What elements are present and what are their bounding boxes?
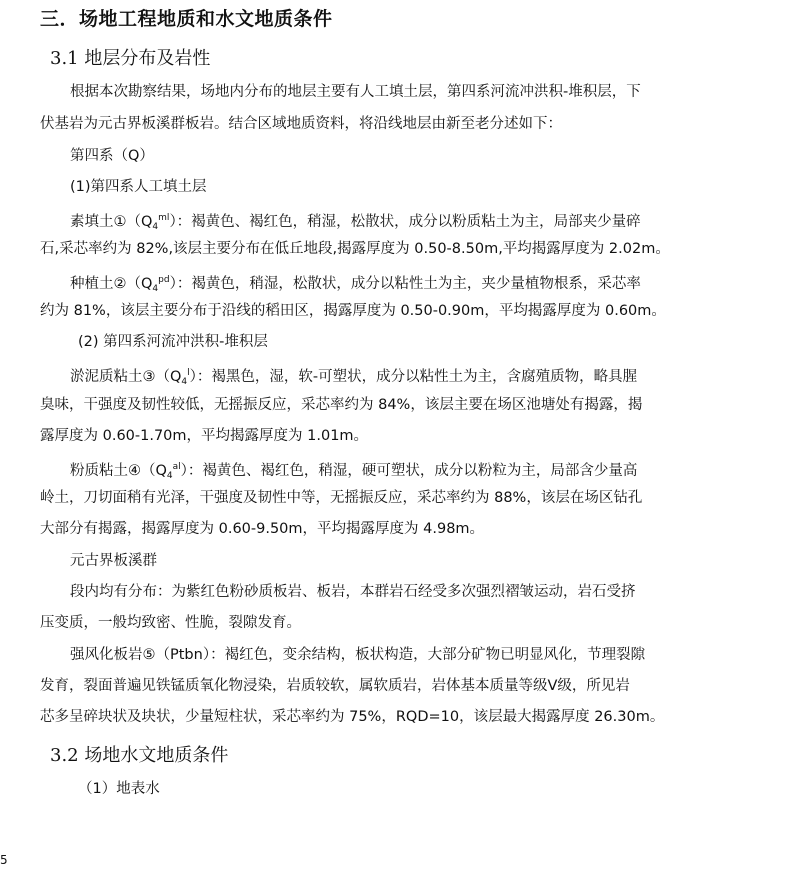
- layer4-line: 粉质粘土$④(Q_4^{al})$：褐黄色、褐红色，稍湿，硬可塑状，成分以粉粒为主，局部含少量高: [70, 462, 638, 481]
- paragraph-line: 根据本次勘察结果，场地内分布的地层主要有人工填土层，第四系河流冲洪积-堆积层，下: [70, 84, 641, 100]
- heading-alluvial-layer: (2) 第四系河流冲洪积-堆积层: [78, 334, 268, 350]
- layer1-line: 素填土$①(Q_4^{ml})$：褐黄色、褐红色，稍湿，松散状，成分以粉质粘土为主，局部夹少量碎: [70, 213, 641, 232]
- paragraph-line: 发育，裂面普遍见铁锰质氧化物浸染，岩质较软，属软质岩，岩体基本质量等级Ⅴ级，所见岩: [40, 678, 630, 694]
- paragraph-line: 约为 81%，该层主要分布于沿线的稻田区，揭露厚度为 0.50-0.90m，平均揭露厚度为 0.60m。: [40, 303, 666, 319]
- paragraph-line: 石,采芯率约为 82%,该层主要分布在低丘地段,揭露厚度为 0.50-8.50m,平均揭露厚度为 2.02m。: [40, 241, 670, 257]
- paragraph-line: 段内均有分布：为紫红色粉砂质板岩、板岩，本群岩石经受多次强烈褶皱运动，岩石受挤: [70, 584, 636, 600]
- paragraph-line: 露厚度为 0.60-1.70m，平均揭露厚度为 1.01m。: [40, 428, 369, 444]
- paragraph-line: 强风化板岩⑤（Ptbn）：褐红色，变余结构，板状构造，大部分矿物已明显风化，节理裂隙: [70, 647, 646, 663]
- section-title: 三．场地工程地质和水文地质条件: [40, 8, 333, 30]
- paragraph-line: 伏基岩为元古界板溪群板岩。结合区域地质资料，将沿线地层由新至老分述如下：: [40, 116, 562, 132]
- page-number: 5: [0, 853, 8, 867]
- paragraph-line: 芯多呈碎块状及块状，少量短柱状，采芯率约为 75%，RQD=10，该层最大揭露厚度 26.30m。: [40, 709, 665, 725]
- heading-quaternary: 第四系（Q）: [70, 148, 154, 164]
- layer3-line: 淤泥质粘土$③(Q_4^l)$：褐黑色，湿，软-可塑状，成分以粘性土为主，含腐殖质物，略具腥: [70, 368, 638, 387]
- heading-surface-water: （1）地表水: [78, 781, 160, 797]
- paragraph-line: 压变质，一般均致密、性脆，裂隙发育。: [40, 615, 301, 631]
- paragraph-line: 大部分有揭露，揭露厚度为 0.60-9.50m，平均揭露厚度为 4.98m。: [40, 521, 485, 537]
- layer2-line: 种植土$②(Q_4^{pd})$：褐黄色，稍湿，松散状，成分以粘性土为主，夹少量植物根系，采芯率: [70, 275, 641, 294]
- paragraph-line: 岭土，刀切面稍有光泽，干强度及韧性中等，无摇振反应，采芯率约为 88%，该层在场区钻孔: [40, 490, 643, 506]
- paragraph-line: 臭味，干强度及韧性较低，无摇振反应，采芯率约为 84%，该层主要在场区池塘处有揭露，揭: [40, 397, 643, 413]
- heading-fill-layer: (1)第四系人工填土层: [70, 179, 207, 195]
- subsection-title-hydrology: 3.2 场地水文地质条件: [50, 745, 229, 766]
- heading-proterozoic: 元古界板溪群: [70, 553, 157, 569]
- subsection-title-strata: 3.1 地层分布及岩性: [50, 48, 211, 69]
